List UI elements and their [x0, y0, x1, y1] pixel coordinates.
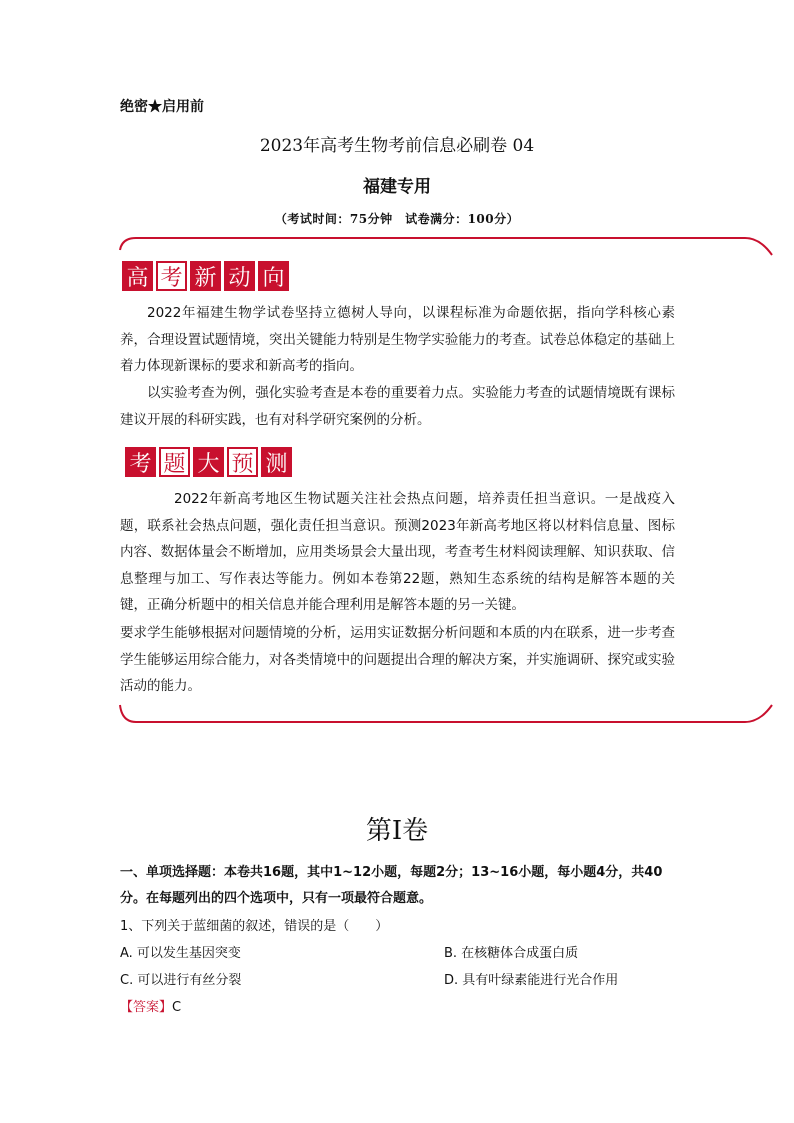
question-1-option-c: C. 可以进行有丝分裂 — [120, 973, 242, 988]
banner-char: 考 — [125, 447, 156, 477]
banner-char: 预 — [227, 447, 258, 477]
question-1-option-d: D. 具有叶绿素能进行光合作用 — [444, 973, 619, 988]
question-1-answer — [120, 995, 181, 1021]
banner-gaokao-xindongxiang — [122, 261, 289, 291]
banner-char: 大 — [193, 447, 224, 477]
document-subtitle: 福建专用 — [363, 177, 431, 197]
section-instructions-text: 一、单项选择题：本卷共16题，其中1~12小题，每题2分；13~16小题，每小题4分，共40分。在每题列出的四个选项中，只有一项最符合题意。 — [120, 865, 663, 906]
banner-char: 新 — [190, 261, 221, 291]
confidential-mark: 绝密★启用前 — [120, 99, 204, 115]
banner-char: 题 — [159, 447, 190, 477]
section1-paragraph-1: 2022年福建生物学试卷坚持立德树人导向，以课程标准为命题依据，指向学科核心素养，合理设置试题情境，突出关键能力特别是生物学实验能力的考查。试卷总体稳定的基础上着力体现新课标的要求和新高考的指向。 — [120, 305, 675, 375]
question-1-stem: 1、下列关于蓝细菌的叙述，错误的是（ ） — [120, 919, 389, 934]
volume-title: 第I卷 — [365, 816, 429, 846]
banner-char: 动 — [224, 261, 255, 291]
banner-kaoti-dayuce — [125, 447, 292, 477]
frame-bottom-curve — [120, 705, 772, 722]
document-title: 2023年高考生物考前信息必刷卷 04 — [259, 136, 535, 156]
banner-char: 高 — [122, 261, 153, 291]
answer-label: 【答案】 — [120, 1000, 173, 1015]
question-1-option-a: A. 可以发生基因突变 — [120, 946, 241, 961]
section2-paragraph-1: 2022年新高考地区生物试题关注社会热点问题，培养责任担当意识。一是战疫入题，联系社会热点问题，强化责任担当意识。预测2023年新高考地区将以材料信息量、图标内容、数据体量会不断增加，应用类场景会大量出现，考查考生材料阅读理解、知识获取、信息整理与加工、写作表达等能力。例如本卷第22题，熟知生态系统的结构是解答本题的关键，正确分析题中的相关信息并能合理利用是解答本题的另一关键。 — [120, 491, 675, 614]
question-section-instructions — [120, 860, 680, 912]
banner-char: 考 — [156, 261, 187, 291]
section2-paragraph-2: 要求学生能够根据对问题情境的分析，运用实证数据分析问题和本质的内在联系，进一步考查学生能够运用综合能力，对各类情境中的问题提出合理的解决方案，并实施调研、探究或实验活动的能力。 — [120, 625, 675, 695]
banner-char: 向 — [258, 261, 289, 291]
question-1-option-b: B. 在核糖体合成蛋白质 — [444, 946, 579, 961]
banner-char: 测 — [261, 447, 292, 477]
answer-value: C — [172, 1000, 182, 1015]
frame-top-curve — [120, 238, 772, 255]
section1-paragraph-2: 以实验考查为例，强化实验考查是本卷的重要着力点。实验能力考查的试题情境既有课标建议开展的科研实践，也有对科学研究案例的分析。 — [120, 385, 675, 428]
exam-info: （考试时间：75分钟 试卷满分：100分） — [274, 212, 520, 226]
